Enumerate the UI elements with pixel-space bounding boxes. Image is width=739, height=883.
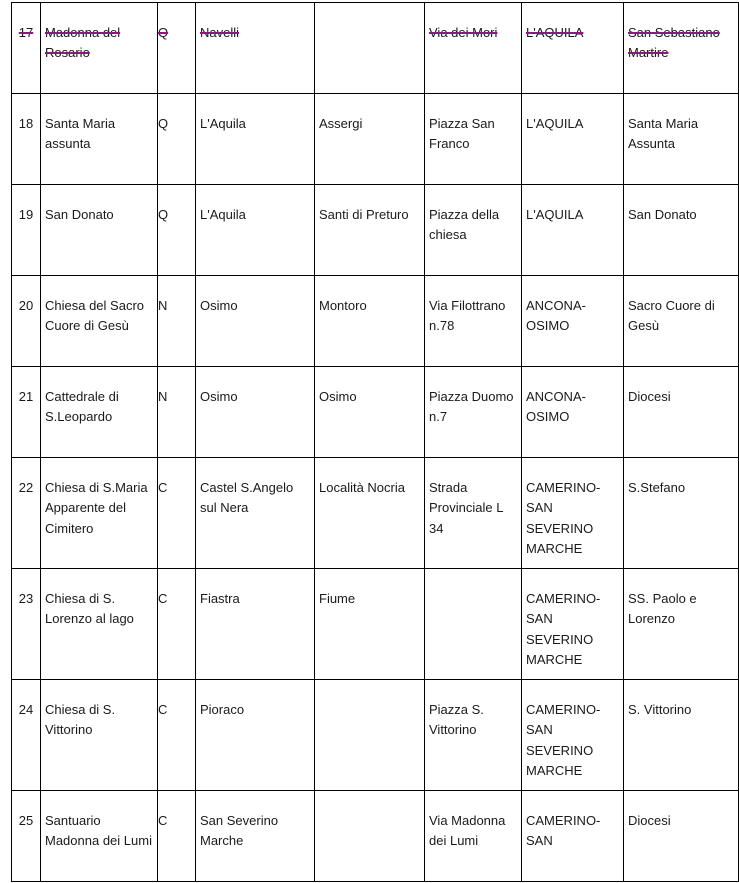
diocese: L'AQUILA [522, 94, 624, 185]
table-row [12, 94, 739, 185]
hamlet: Santi di Preturo [315, 185, 425, 276]
table-row [12, 3, 739, 94]
hamlet: Assergi [315, 94, 425, 185]
church-name: Chiesa di S. Vittorino [41, 680, 158, 791]
province-code: C [158, 680, 196, 791]
table-row [12, 185, 739, 276]
address: Via Madonna dei Lumi [425, 791, 522, 882]
province-code: C [158, 458, 196, 569]
diocese: CAMERINO-SAN SEVERINO MARCHE [522, 680, 624, 791]
address [425, 569, 522, 680]
municipality: Fiastra [196, 569, 315, 680]
hamlet: Località Nocria [315, 458, 425, 569]
address: Via Filottrano n.78 [425, 276, 522, 367]
church-name: Chiesa di S. Lorenzo al lago [41, 569, 158, 680]
church-name: Cattedrale di S.Leopardo [41, 367, 158, 458]
parish: Sacro Cuore di Gesù [624, 276, 739, 367]
church-name: Santa Maria assunta [41, 94, 158, 185]
row-number: 20 [12, 276, 41, 367]
address: Via dei Mori [425, 3, 522, 94]
address: Piazza Duomo n.7 [425, 367, 522, 458]
hamlet [315, 680, 425, 791]
diocese: L'AQUILA [522, 185, 624, 276]
table-row [12, 791, 739, 882]
row-number: 17 [12, 3, 41, 94]
parish: SS. Paolo e Lorenzo [624, 569, 739, 680]
row-number: 18 [12, 94, 41, 185]
parish: San Donato [624, 185, 739, 276]
hamlet [315, 791, 425, 882]
church-name: Chiesa di S.Maria Apparente del Cimitero [41, 458, 158, 569]
province-code: Q [158, 3, 196, 94]
hamlet: Fiume [315, 569, 425, 680]
hamlet: Montoro [315, 276, 425, 367]
municipality: Osimo [196, 367, 315, 458]
churches-table [11, 2, 739, 882]
diocese: L'AQUILA [522, 3, 624, 94]
address: Piazza della chiesa [425, 185, 522, 276]
address: Strada Provinciale L 34 [425, 458, 522, 569]
diocese: ANCONA-OSIMO [522, 367, 624, 458]
church-name: Santuario Madonna dei Lumi [41, 791, 158, 882]
row-number: 22 [12, 458, 41, 569]
province-code: C [158, 791, 196, 882]
diocese: CAMERINO-SAN SEVERINO MARCHE [522, 569, 624, 680]
diocese: CAMERINO-SAN [522, 791, 624, 882]
municipality: Castel S.Angelo sul Nera [196, 458, 315, 569]
municipality: L'Aquila [196, 94, 315, 185]
diocese: CAMERINO-SAN SEVERINO MARCHE [522, 458, 624, 569]
hamlet [315, 3, 425, 94]
parish: S.Stefano [624, 458, 739, 569]
table-row [12, 367, 739, 458]
province-code: Q [158, 185, 196, 276]
municipality: L'Aquila [196, 185, 315, 276]
church-name: Madonna del Rosario [41, 3, 158, 94]
row-number: 21 [12, 367, 41, 458]
row-number: 24 [12, 680, 41, 791]
parish: Santa Maria Assunta [624, 94, 739, 185]
municipality: San Severino Marche [196, 791, 315, 882]
municipality: Navelli [196, 3, 315, 94]
municipality: Pioraco [196, 680, 315, 791]
church-name: San Donato [41, 185, 158, 276]
parish: Diocesi [624, 791, 739, 882]
hamlet: Osimo [315, 367, 425, 458]
table-row [12, 569, 739, 680]
row-number: 23 [12, 569, 41, 680]
province-code: N [158, 367, 196, 458]
address: Piazza San Franco [425, 94, 522, 185]
diocese: ANCONA-OSIMO [522, 276, 624, 367]
parish: Diocesi [624, 367, 739, 458]
parish: San Sebastiano Martire [624, 3, 739, 94]
province-code: Q [158, 94, 196, 185]
church-name: Chiesa del Sacro Cuore di Gesù [41, 276, 158, 367]
table-row [12, 680, 739, 791]
address: Piazza S. Vittorino [425, 680, 522, 791]
table-row [12, 458, 739, 569]
row-number: 19 [12, 185, 41, 276]
province-code: C [158, 569, 196, 680]
municipality: Osimo [196, 276, 315, 367]
parish: S. Vittorino [624, 680, 739, 791]
province-code: N [158, 276, 196, 367]
table-row [12, 276, 739, 367]
row-number: 25 [12, 791, 41, 882]
